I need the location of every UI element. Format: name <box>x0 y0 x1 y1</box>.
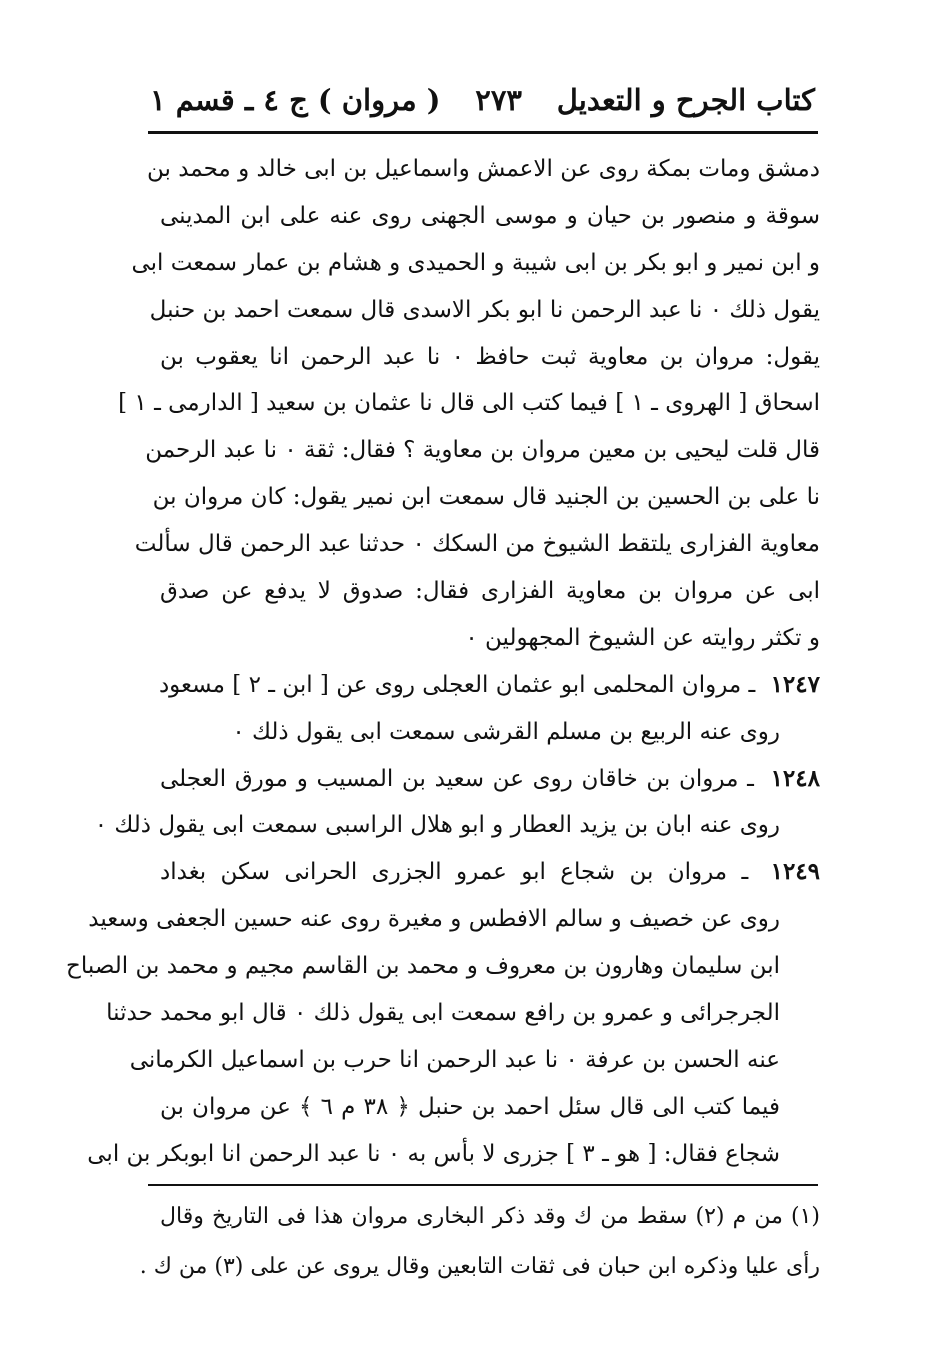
text-line: و تكثر روايته عن الشيوخ المجهولين ٠ <box>465 624 820 651</box>
text-line: شجاع فقال: [ هو ـ ٣ ] جزرى لا بأس به ٠ نا عبد الرحمن انا ابوبكر بن ابى <box>87 1140 780 1167</box>
entry-text: ـ مروان المحلمى ابو عثمان العجلى روى عن [ ابن ـ ٢ ] مسعود <box>158 671 756 698</box>
text-line: يقول: مروان بن معاوية ثبت حافظ ٠ نا عبد الرحمن انا يعقوب بن <box>160 343 820 370</box>
text-line: معاوية الفزارى يلتقط الشيوخ من السكك ٠ حدثنا عبد الرحمن قال سألت <box>134 531 820 558</box>
text-line: يقول ذلك ٠ نا عبد الرحمن نا ابو بكر الاسدى قال سمعت احمد بن حنبل <box>149 296 820 323</box>
entry-text: ـ مروان بن خاقان روى عن سعيد بن المسيب و مورق العجلى <box>160 765 754 792</box>
text-line: فيما كتب الى قال سئل احمد بن حنبل ﴿ ٣٨ م ٦ ﴾ عن مروان بن <box>160 1093 780 1120</box>
book-title: كتاب الجرح و التعديل <box>556 83 815 117</box>
body-text <box>66 146 821 1178</box>
text-line: نا على بن الحسين بن الجنيد قال سمعت ابن نمير يقول: كان مروان بن <box>152 484 820 511</box>
text-line: ابن سليمان وهارون بن معروف و محمد بن القاسم مجيم و محمد بن الصباح <box>66 953 780 980</box>
entry-first-line <box>160 756 820 803</box>
text-line: روى عنه الربيع بن مسلم القرشى سمعت ابى يقول ذلك ٠ <box>232 718 780 745</box>
entry-number: ١٢٤٨ <box>770 764 820 792</box>
text-line: ابى عن مروان بن معاوية الفزارى فقال: صدوق لا يدفع عن صدق <box>160 578 820 605</box>
section-label: ( مروان ) ج ٤ ـ قسم ١ <box>150 83 441 117</box>
page-header <box>150 72 815 128</box>
text-line: عنه الحسن بن عرفة ٠ نا عبد الرحمن انا حرب بن اسماعيل الكرمانى <box>129 1046 780 1073</box>
text-line: روى عن خصيف و سالم الافطس و مغيرة روى عنه حسين الجعفى وسعيد <box>88 906 780 933</box>
text-line: و ابن نمير و ابو بكر بن ابى شيبة و الحميدى و هشام بن عمار سمعت ابى <box>131 249 820 276</box>
header-rule <box>148 131 818 134</box>
text-line: اسحاق [ الهروى ـ ١ ] فيما كتب الى قال نا عثمان بن سعيد [ الدارمى ـ ١ ] <box>118 390 820 417</box>
text-line: روى عنه ابان بن يزيد العطار و ابو هلال الراسبى سمعت ابى يقول ذلك ٠ <box>94 812 780 839</box>
footnote-line: رأى عليا وذكره ابن حبان فى ثقات التابعين وقال يروى عن على (٣) من ك . <box>139 1254 820 1279</box>
entry-first-line <box>160 849 820 896</box>
text-line: دمشق ومات بمكة روى عن الاعمش واسماعيل بن ابى خالد و محمد بن <box>147 156 820 182</box>
text-line: قال قلت ليحيى بن معين مروان بن معاوية ؟ فقال: ثقة ٠ نا عبد الرحمن <box>145 437 820 464</box>
text-line: الجرجرائى و عمرو بن رافع سمعت ابى يقول ذلك ٠ قال ابو محمد حدثنا <box>106 1000 780 1027</box>
text-line: سوقة و منصور بن حيان و موسى الجهنى روى عنه على ابن المدينى <box>160 202 820 229</box>
footnotes <box>139 1192 820 1292</box>
entry-number: ١٢٤٩ <box>770 858 821 886</box>
entry-number: ١٢٤٧ <box>770 670 820 698</box>
page-number: ٢٧٣ <box>475 83 522 117</box>
footnote-line: (١) من م (٢) سقط من ك وقد ذكر البخارى مروان هذا فى التاريخ وقال <box>160 1204 820 1229</box>
entry-text: ـ مروان بن شجاع ابو عمرو الجزرى الحرانى سكن بغداد <box>160 859 749 886</box>
footnote-rule <box>148 1184 818 1186</box>
entry-first-line <box>160 662 820 709</box>
